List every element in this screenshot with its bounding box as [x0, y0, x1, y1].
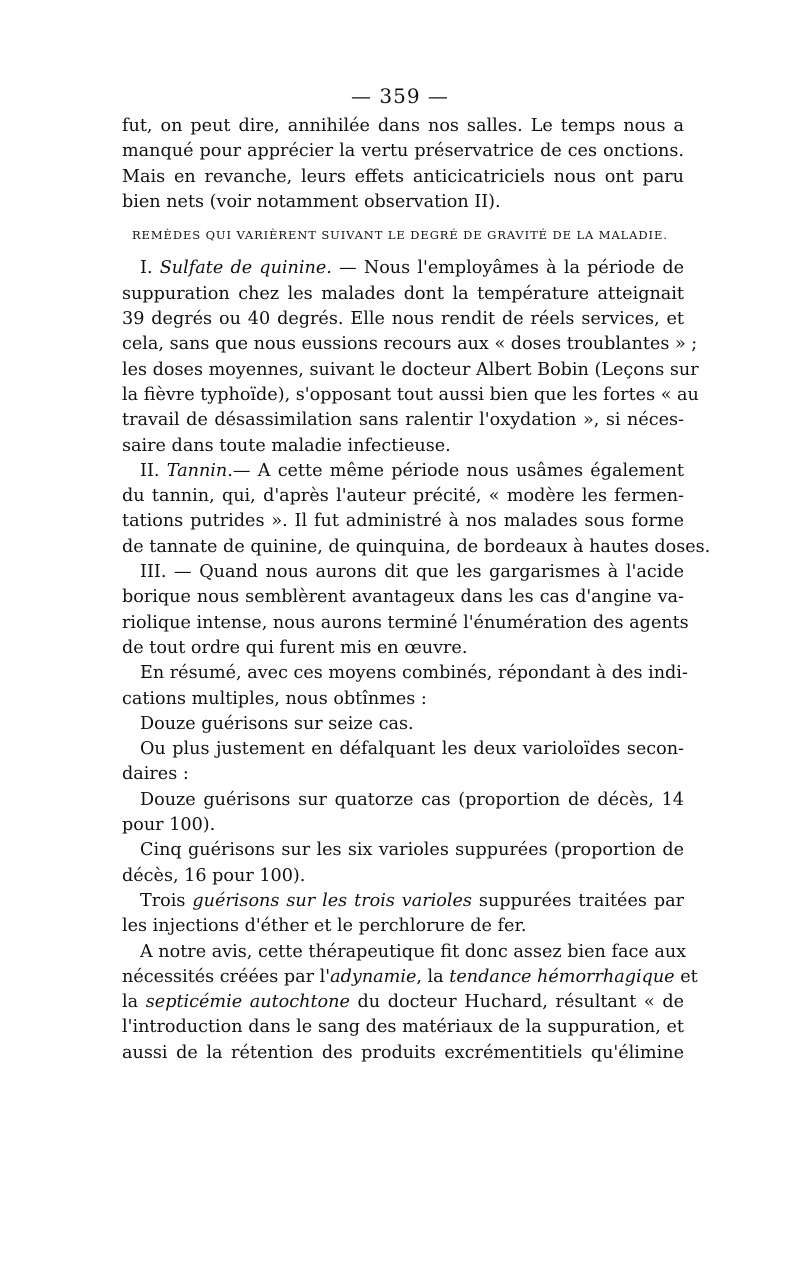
remedy1-line-1: [122, 256, 684, 281]
remedy2-first-text: — A cette même période nous usâmes également: [232, 460, 685, 481]
result5-end: suppurées traitées par: [478, 890, 685, 911]
remedy3-line-1: III. — Quand nous aurons dit que les gargarismes à l'acide: [140, 562, 684, 583]
result2-line-2: daires :: [122, 764, 189, 785]
result5-italic: guérisons sur les trois varioles: [192, 890, 472, 911]
remedy2-line-4: de tannate de quinine, de quinquina, de bordeaux à hautes doses.: [122, 536, 711, 557]
result-line-1: Douze guérisons sur seize cas.: [140, 713, 414, 734]
conclusion-l3-a: la: [122, 992, 139, 1013]
remedy2-line-3: tations putrides ». Il fut administré à nos malades sous forme: [122, 511, 684, 532]
para1-line-3: Mais en revanche, leurs effets anticicatriciels nous ont paru: [122, 166, 684, 187]
remedy3-line-3: riolique intense, nous aurons terminé l'énumération des agents: [122, 612, 689, 633]
remedy2-title: Tannin.: [166, 460, 233, 481]
conclusion-line-2: [122, 965, 698, 990]
remedy3-line-2: borique nous semblèrent avantageux dans les cas d'angine va-: [122, 587, 684, 608]
para1-line-4: bien nets (voir notamment observation II).: [122, 191, 501, 212]
result3-line-2: pour 100).: [122, 815, 216, 836]
result4-line-2: décès, 16 pour 100).: [122, 865, 306, 886]
summary-line-2: cations multiples, nous obtînmes :: [122, 688, 427, 709]
conclusion-l3-b: du docteur Huchard, résultant « de: [357, 992, 685, 1013]
page-body: [122, 114, 711, 1066]
remedy1-line-5: les doses moyennes, suivant le docteur Albert Bobin (Leçons sur: [122, 359, 699, 380]
result5-start: Trois: [140, 890, 186, 911]
summary-line-1: En résumé, avec ces moyens combinés, répondant à des indi-: [140, 663, 688, 684]
conclusion-line-1: A notre avis, cette thérapeutique fit donc assez bien face aux: [140, 941, 687, 962]
conclusion-l2-c: et: [680, 966, 698, 987]
conclusion-l2-b: , la: [416, 966, 444, 987]
conclusion-l2-a: nécessités créées par l': [122, 966, 331, 987]
remedy1-line-6: la fièvre typhoïde), s'opposant tout aussi bien que les fortes « au: [122, 384, 699, 405]
remedy1-first-text: — Nous l'employâmes à la période de: [339, 258, 684, 279]
result2-line-1: Ou plus justement en défalquant les deux varioloïdes secon-: [140, 739, 684, 760]
conclusion-line-5: aussi de la rétention des produits excrémentitiels qu'élimine: [122, 1042, 684, 1063]
result5-line-1: [122, 889, 684, 914]
remedy2-number: II.: [140, 460, 160, 481]
remedy1-line-7: travail de désassimilation sans ralentir l'oxydation », si néces-: [122, 410, 684, 431]
conclusion-l3-septicemie: septicémie autochtone: [145, 992, 350, 1013]
remedy1-line-8: saire dans toute maladie infectieuse.: [122, 435, 451, 456]
remedy1-line-2: suppuration chez les malades dont la température atteignait: [122, 283, 684, 304]
remedy1-line-4: cela, sans que nous eussions recours aux « doses troublantes » ;: [122, 334, 698, 355]
para1-line-1: fut, on peut dire, annihilée dans nos salles. Le temps nous a: [122, 116, 684, 136]
conclusion-line-4: l'introduction dans le sang des matériaux de la suppuration, et: [122, 1017, 684, 1038]
page-number: — 359 —: [351, 84, 449, 108]
remedy1-line-3: 39 degrés ou 40 degrés. Elle nous rendit de réels services, et: [122, 309, 684, 330]
remedy1-number: I.: [140, 258, 153, 279]
remedy2-line-2: du tannin, qui, d'après l'auteur précité, « modère les fermen-: [122, 486, 684, 507]
result5-line-2: les injections d'éther et le perchlorure de fer.: [122, 916, 527, 937]
result4-line-1: Cinq guérisons sur les six varioles suppurées (proportion de: [140, 840, 684, 861]
remedy1-title: Sulfate de quinine.: [159, 258, 332, 279]
section-heading: REMÈDES QUI VARIÈRENT SUIVANT LE DEGRÉ DE GRAVITÉ DE LA MALADIE.: [132, 228, 668, 243]
para1-line-2: manqué pour apprécier la vertu préservatrice de ces onctions.: [122, 141, 684, 162]
conclusion-l2-adynamie: adynamie: [330, 966, 417, 987]
remedy2-line-1: [122, 459, 684, 484]
result3-line-1: Douze guérisons sur quatorze cas (proportion de décès, 14: [140, 789, 684, 810]
conclusion-line-3: [122, 990, 684, 1015]
remedy3-line-4: de tout ordre qui furent mis en œuvre.: [122, 637, 468, 658]
conclusion-l2-tendance: tendance hémorrhagique: [449, 966, 675, 987]
